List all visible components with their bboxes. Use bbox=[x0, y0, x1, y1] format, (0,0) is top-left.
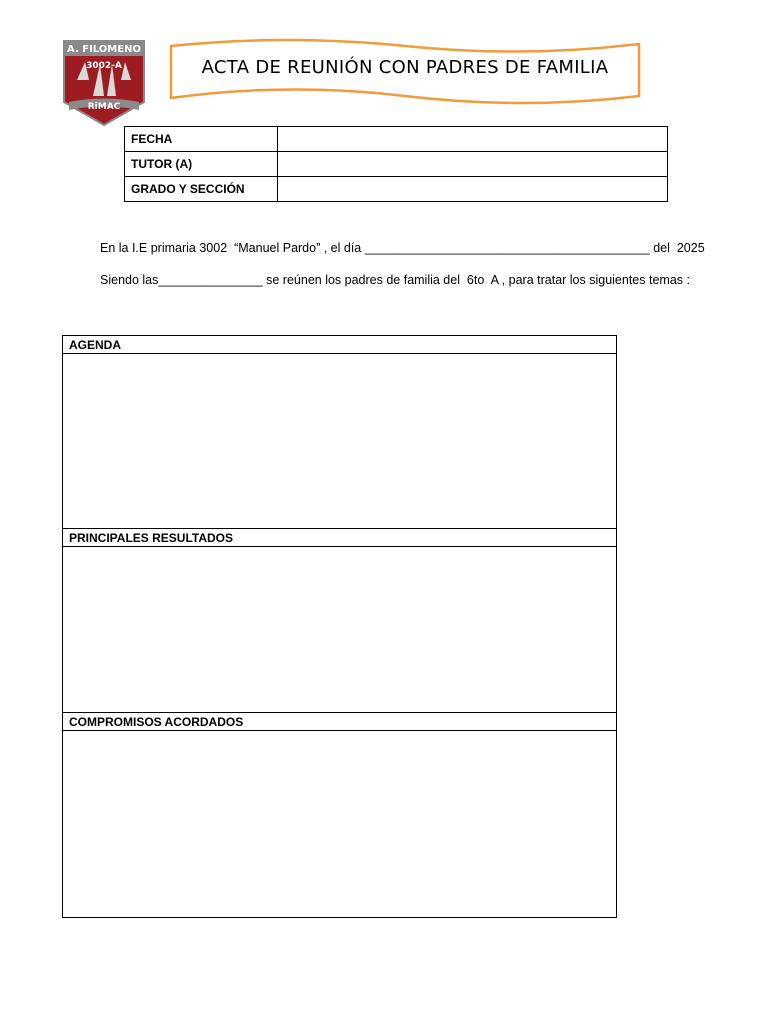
school-shield-icon bbox=[63, 40, 145, 126]
tutor-field[interactable] bbox=[278, 152, 668, 177]
compromisos-heading: COMPROMISOS ACORDADOS bbox=[63, 713, 616, 731]
logo-code: 3002-A bbox=[86, 61, 122, 71]
page-title: ACTA DE REUNIÓN CON PADRES DE FAMILIA bbox=[201, 57, 609, 78]
grado-seccion-label: GRADO Y SECCIÓN bbox=[125, 177, 278, 202]
resultados-heading: PRINCIPALES RESULTADOS bbox=[63, 529, 616, 547]
intro-line-1: En la I.E primaria 3002 “Manuel Pardo” , el día _________________________________________ del 2025 bbox=[100, 241, 705, 255]
agenda-heading: AGENDA bbox=[63, 336, 616, 354]
fecha-field[interactable] bbox=[278, 127, 668, 152]
grado-seccion-field[interactable] bbox=[278, 177, 668, 202]
tutor-label: TUTOR (A) bbox=[125, 152, 278, 177]
agenda-section bbox=[62, 335, 617, 529]
table-row bbox=[125, 177, 668, 202]
compromisos-section bbox=[62, 712, 617, 918]
table-row bbox=[125, 127, 668, 152]
resultados-body[interactable] bbox=[63, 547, 616, 712]
logo-bottom-text: RiMAC bbox=[87, 102, 121, 112]
table-row bbox=[125, 152, 668, 177]
info-table bbox=[124, 126, 668, 202]
logo-top-text: A. FILOMENO bbox=[67, 44, 141, 55]
fecha-label: FECHA bbox=[125, 127, 278, 152]
resultados-section bbox=[62, 528, 617, 713]
compromisos-body[interactable] bbox=[63, 731, 616, 917]
intro-line-2: Siendo las_______________ se reúnen los padres de familia del 6to A , para tratar los siguientes temas : bbox=[100, 273, 690, 287]
agenda-body[interactable] bbox=[63, 354, 616, 528]
school-logo bbox=[63, 40, 145, 126]
